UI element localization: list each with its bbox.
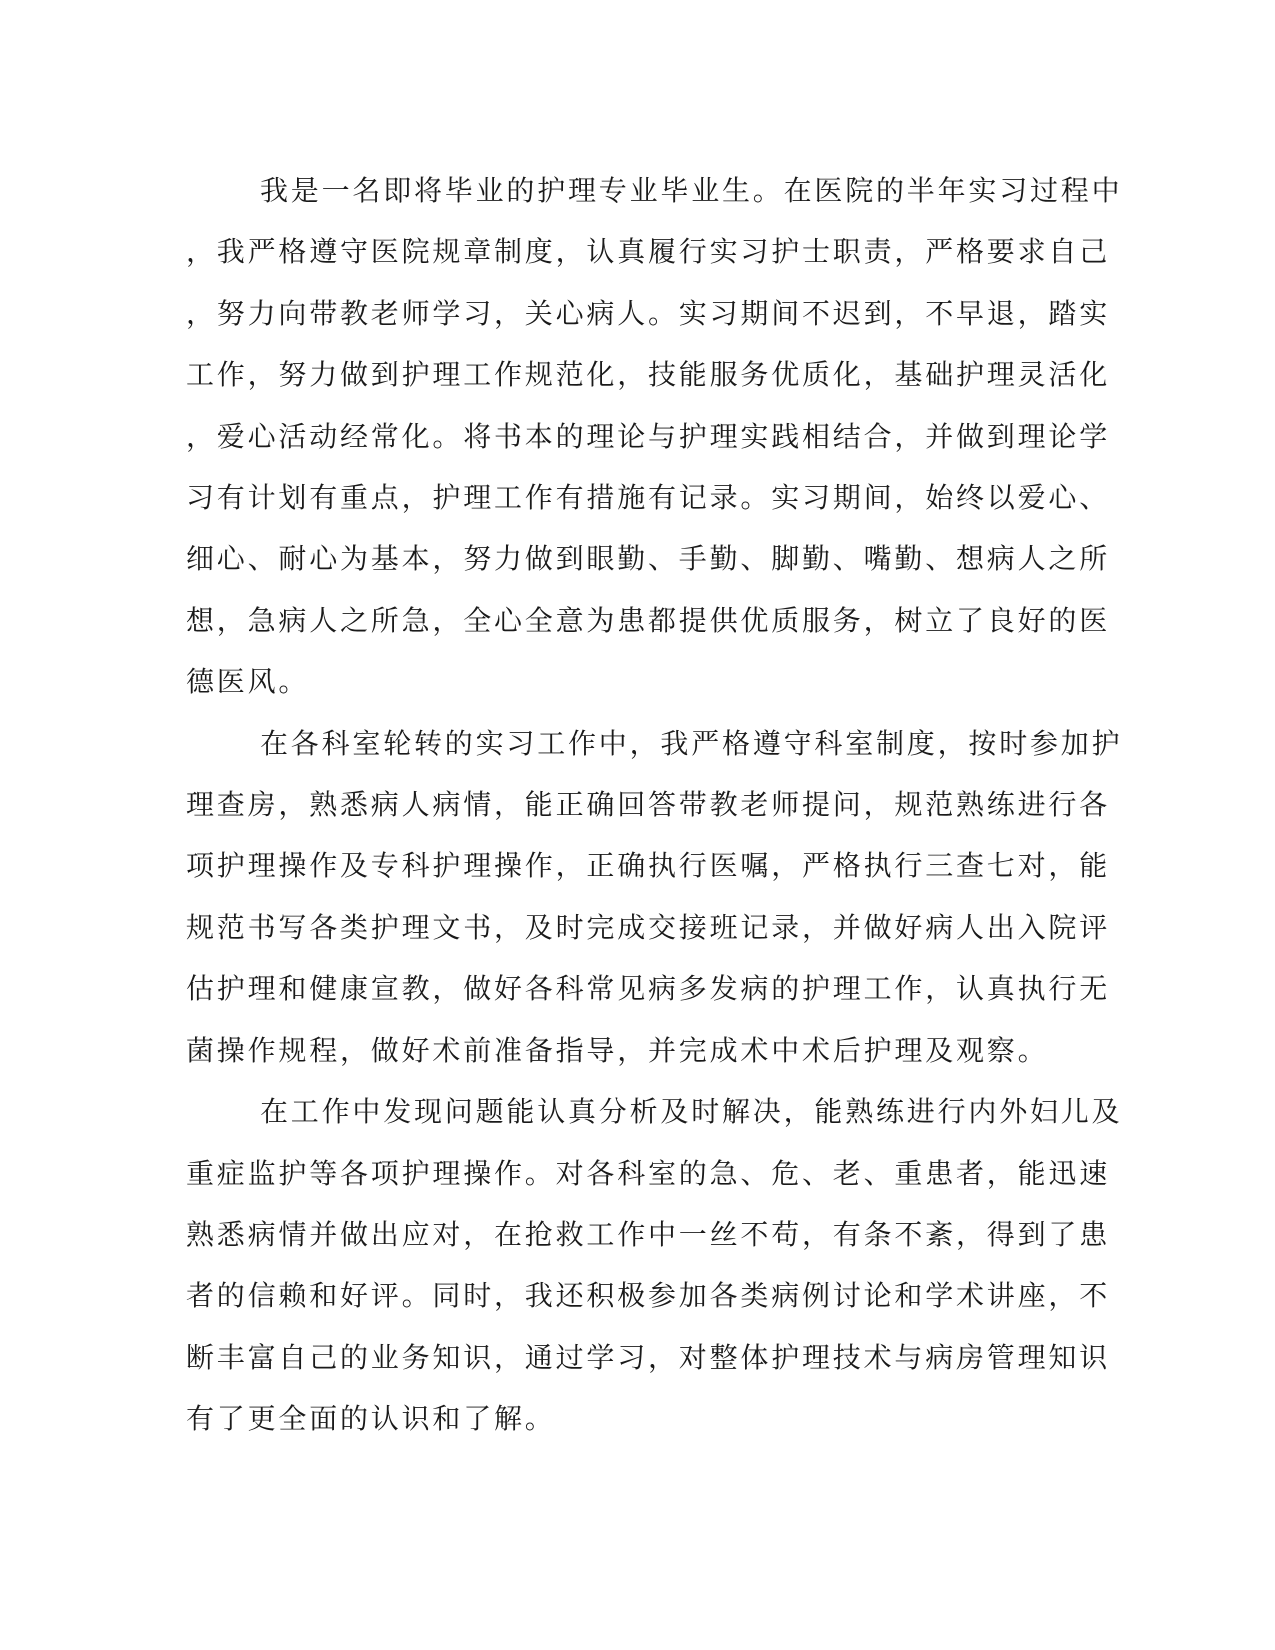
paragraph-1 [186,160,1123,713]
text-line: 理查房，熟悉病人病情，能正确回答带教老师提问，规范熟练进行各 [186,788,1111,822]
text-line: 我是一名即将毕业的护理专业毕业生。在医院的半年实习过程中 [260,174,1123,207]
text-line: ，爱心活动经常化。将书本的理论与护理实践相结合，并做到理论学 [186,419,1111,453]
text-line: 在工作中发现问题能认真分析及时解决，能熟练进行内外妇儿及 [260,1095,1123,1129]
text-line: ，努力向带教老师学习，关心病人。实习期间不迟到，不早退，踏实 [186,296,1111,330]
text-line: 规范书写各类护理文书，及时完成交接班记录，并做好病人出入院评 [186,910,1111,944]
text-line: 细心、耐心为基本，努力做到眼勤、手勤、脚勤、嘴勤、想病人之所 [186,542,1111,576]
text-line: 重症监护等各项护理操作。对各科室的急、危、老、重患者，能迅速 [186,1156,1111,1190]
text-line: 项护理操作及专科护理操作，正确执行医嘱，严格执行三查七对，能 [186,849,1111,883]
text-line: 在各科室轮转的实习工作中，我严格遵守科室制度，按时参加护 [260,726,1123,760]
text-line: ，我严格遵守医院规章制度，认真履行实习护士职责，严格要求自己 [186,235,1111,269]
document-body [186,160,1123,1450]
text-line: 者的信赖和好评。同时，我还积极参加各类病例讨论和学术讲座，不 [186,1279,1111,1313]
text-line: 工作，努力做到护理工作规范化，技能服务优质化，基础护理灵活化 [186,358,1111,392]
text-line: 德医风。 [186,665,310,699]
paragraph-2 [186,713,1123,1081]
paragraph-3 [186,1081,1123,1449]
text-line: 习有计划有重点，护理工作有措施有记录。实习期间，始终以爱心、 [186,481,1111,515]
text-line: 断丰富自己的业务知识，通过学习，对整体护理技术与病房管理知识 [186,1340,1111,1374]
text-line: 有了更全面的认识和了解。 [186,1402,556,1436]
text-line: 菌操作规程，做好术前准备指导，并完成术中术后护理及观察。 [186,1033,1049,1067]
text-line: 熟悉病情并做出应对，在抢救工作中一丝不苟，有条不紊，得到了患 [186,1217,1111,1251]
text-line: 估护理和健康宣教，做好各科常见病多发病的护理工作，认真执行无 [186,972,1111,1006]
text-line: 想，急病人之所急，全心全意为患都提供优质服务，树立了良好的医 [186,603,1111,637]
